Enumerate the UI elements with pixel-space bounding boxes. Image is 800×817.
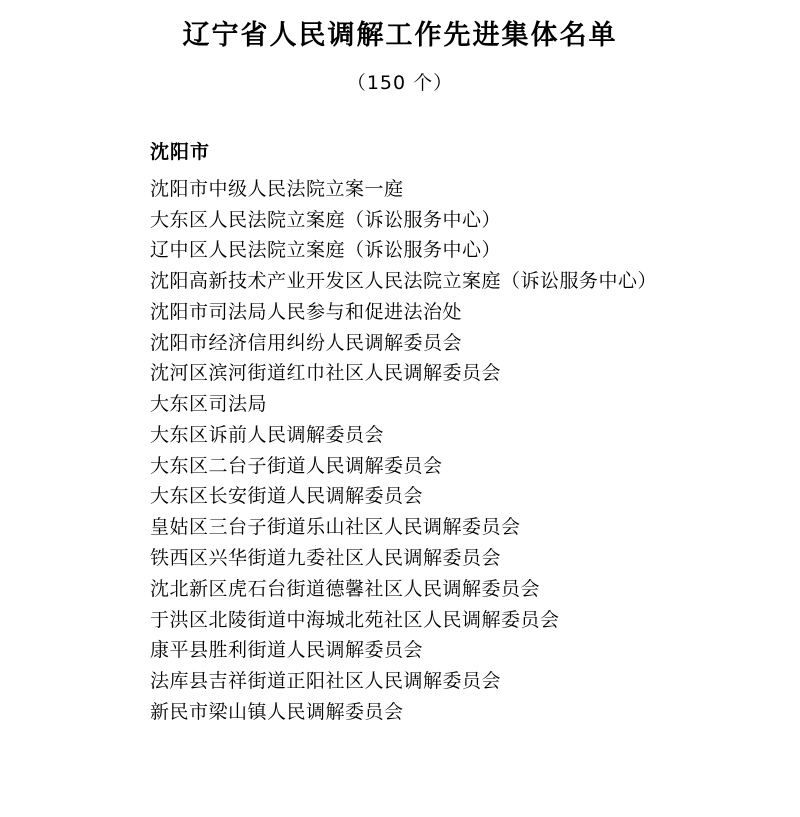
list-item: 大东区司法局 xyxy=(150,393,268,416)
list-item: 法库县吉祥街道正阳社区人民调解委员会 xyxy=(150,670,502,693)
list-item: 沈北新区虎石台街道德馨社区人民调解委员会 xyxy=(150,577,541,600)
list-item: 铁西区兴华街道九委社区人民调解委员会 xyxy=(150,547,502,570)
list-item: 大东区二台子街道人民调解委员会 xyxy=(150,454,443,477)
list-item: 皇姑区三台子街道乐山社区人民调解委员会 xyxy=(150,516,521,539)
list-item: 沈阳市中级人民法院立案一庭 xyxy=(150,177,404,200)
list-item: 沈阳市司法局人民参与和促进法治处 xyxy=(150,300,463,323)
list-item: 辽中区人民法院立案庭（诉讼服务中心） xyxy=(150,239,502,262)
list-item: 沈阳市经济信用纠纷人民调解委员会 xyxy=(150,331,463,354)
list-item: 于洪区北陵街道中海城北苑社区人民调解委员会 xyxy=(150,608,560,631)
list-item: 大东区诉前人民调解委员会 xyxy=(150,423,385,446)
list-item: 沈阳高新技术产业开发区人民法院立案庭（诉讼服务中心） xyxy=(150,270,658,293)
list-item: 大东区人民法院立案庭（诉讼服务中心） xyxy=(150,208,502,231)
page-subtitle: （150 个） xyxy=(346,72,454,95)
list-item: 沈河区滨河街道红巾社区人民调解委员会 xyxy=(150,362,502,385)
list-section xyxy=(60,137,740,727)
section-heading-city: 沈阳市 xyxy=(150,141,211,164)
list-item: 新民市梁山镇人民调解委员会 xyxy=(150,700,404,723)
list-item: 康平县胜利街道人民调解委员会 xyxy=(150,639,424,662)
list-item: 大东区长安街道人民调解委员会 xyxy=(150,485,424,508)
page-title: 辽宁省人民调解工作先进集体名单 xyxy=(182,20,618,51)
